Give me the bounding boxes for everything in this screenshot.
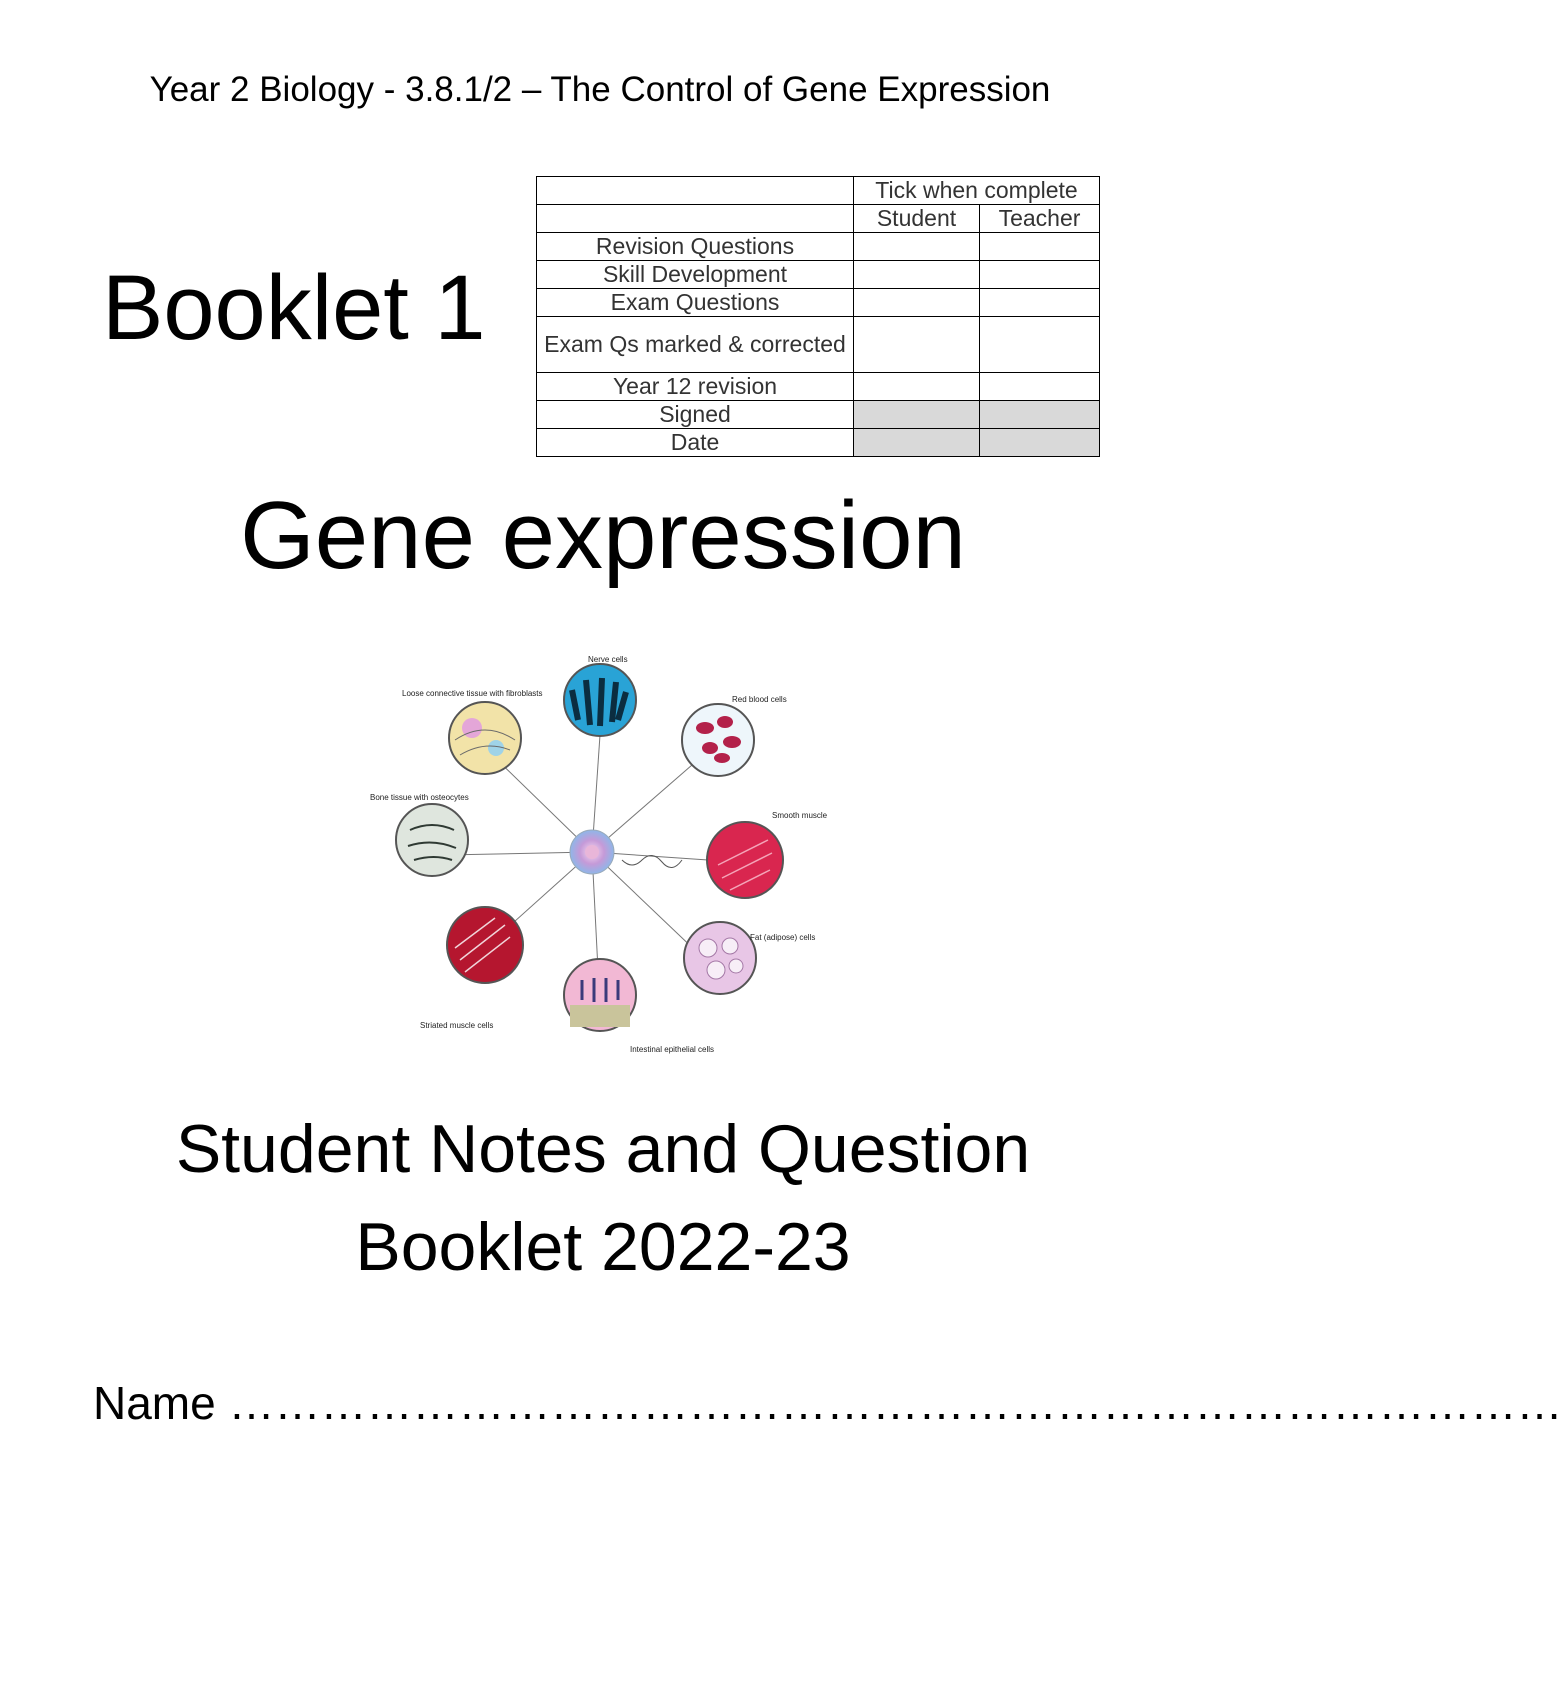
completion-checklist-table bbox=[536, 176, 1100, 457]
label-red-blood-cells: Red blood cells bbox=[732, 695, 787, 704]
shaded-cell bbox=[980, 429, 1100, 457]
table-row bbox=[537, 373, 1100, 401]
row-label: Signed bbox=[537, 401, 854, 429]
row-label: Skill Development bbox=[537, 261, 854, 289]
teacher-tick-cell[interactable] bbox=[980, 233, 1100, 261]
name-field[interactable] bbox=[93, 1376, 1563, 1430]
stem-cell-nucleus bbox=[585, 845, 599, 859]
label-smooth-muscle: Smooth muscle bbox=[772, 811, 828, 820]
fat-cells-circle bbox=[684, 922, 756, 994]
teacher-tick-cell[interactable] bbox=[980, 317, 1100, 373]
label-striated-muscle: Striated muscle cells bbox=[420, 1021, 494, 1030]
shaded-cell bbox=[854, 429, 980, 457]
student-tick-cell[interactable] bbox=[854, 373, 980, 401]
table-row bbox=[537, 429, 1100, 457]
name-dotted-line: …………………………………………………………………………… bbox=[228, 1377, 1563, 1429]
row-label: Year 12 revision bbox=[537, 373, 854, 401]
student-tick-cell[interactable] bbox=[854, 233, 980, 261]
booklet-subtitle bbox=[0, 1100, 1206, 1296]
table-header-row bbox=[537, 177, 1100, 205]
intestinal-epithelial-circle bbox=[564, 959, 636, 1031]
striated-muscle-circle bbox=[447, 907, 523, 983]
teacher-column-header: Teacher bbox=[980, 205, 1100, 233]
teacher-tick-cell[interactable] bbox=[980, 373, 1100, 401]
connective-tissue-circle bbox=[449, 702, 521, 774]
row-label: Date bbox=[537, 429, 854, 457]
table-row bbox=[537, 401, 1100, 429]
row-label: Exam Questions bbox=[537, 289, 854, 317]
student-tick-cell[interactable] bbox=[854, 289, 980, 317]
teacher-tick-cell[interactable] bbox=[980, 261, 1100, 289]
table-row bbox=[537, 317, 1100, 373]
table-row bbox=[537, 289, 1100, 317]
label-nerve-cells: Nerve cells bbox=[588, 655, 628, 664]
student-tick-cell[interactable] bbox=[854, 317, 980, 373]
name-label: Name bbox=[93, 1377, 216, 1429]
nerve-cells-circle bbox=[564, 664, 636, 736]
table-subheader-row bbox=[537, 205, 1100, 233]
booklet-number: Booklet 1 bbox=[102, 257, 486, 359]
teacher-tick-cell[interactable] bbox=[980, 289, 1100, 317]
row-label: Exam Qs marked & corrected bbox=[537, 317, 854, 373]
table-row bbox=[537, 261, 1100, 289]
page-header: Year 2 Biology - 3.8.1/2 – The Control of Gene Expression bbox=[149, 70, 1051, 109]
shaded-cell bbox=[854, 401, 980, 429]
label-bone-tissue: Bone tissue with osteocytes bbox=[370, 793, 469, 802]
row-label: Revision Questions bbox=[537, 233, 854, 261]
table-row bbox=[537, 233, 1100, 261]
red-blood-cells-circle bbox=[682, 704, 754, 776]
bone-tissue-circle bbox=[396, 804, 468, 876]
tick-when-complete-header: Tick when complete bbox=[854, 177, 1100, 205]
label-fat-cells: Fat (adipose) cells bbox=[750, 933, 816, 942]
shaded-cell bbox=[980, 401, 1100, 429]
cell-differentiation-diagram bbox=[360, 650, 840, 1070]
subtitle-line-1: Student Notes and Question bbox=[175, 1111, 1031, 1187]
student-tick-cell[interactable] bbox=[854, 261, 980, 289]
main-title: Gene expression bbox=[240, 482, 966, 589]
student-column-header: Student bbox=[854, 205, 980, 233]
subtitle-line-2: Booklet 2022-23 bbox=[355, 1209, 851, 1285]
smooth-muscle-circle bbox=[707, 822, 783, 898]
subheader-blank-cell bbox=[537, 205, 854, 233]
label-connective-tissue: Loose connective tissue with fibroblasts bbox=[402, 689, 543, 698]
label-intestinal-epithelial: Intestinal epithelial cells bbox=[630, 1045, 715, 1054]
header-blank-cell bbox=[537, 177, 854, 205]
